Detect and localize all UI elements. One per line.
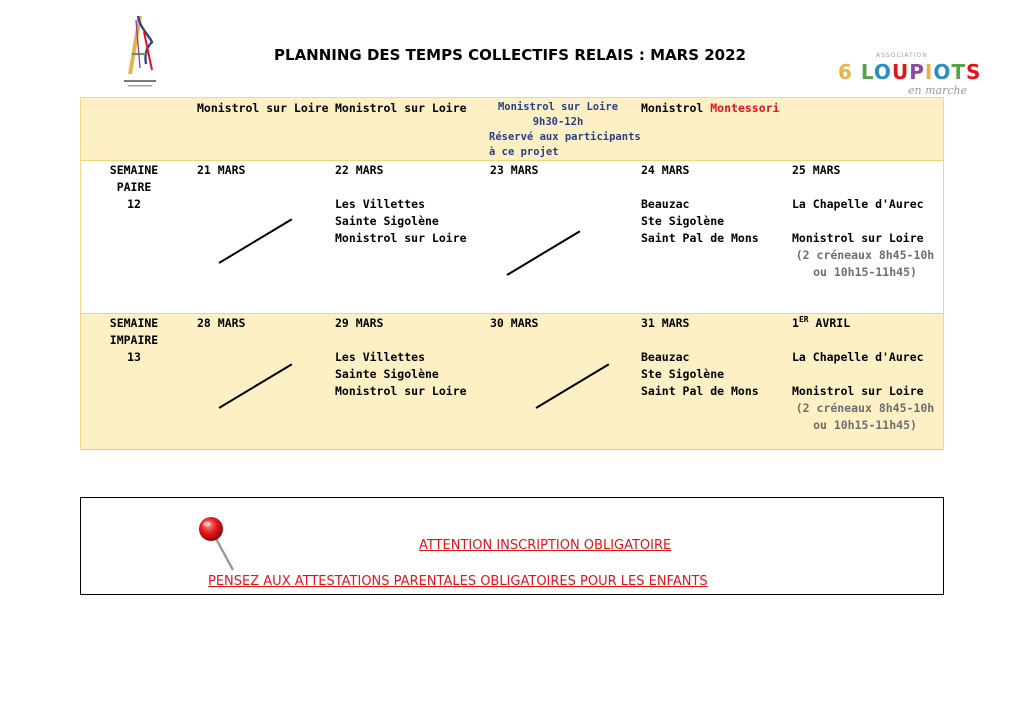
schedule-table [80, 97, 944, 449]
date-22-mars: 22 MARS [335, 163, 384, 177]
logo-name: 6 LOUPIOTS [838, 60, 982, 84]
place-item: Ste Sigolène [641, 214, 725, 228]
places-31-mars [641, 349, 759, 400]
col-header-3-line2: 9h30-12h [532, 116, 584, 128]
date-ordinal: ER [798, 315, 809, 325]
loupiots-logo [838, 52, 982, 102]
col-header-4 [641, 100, 780, 117]
place-item: Saint Pal de Mons [641, 231, 759, 245]
date-21-mars: 21 MARS [197, 163, 246, 177]
pushpin-icon [197, 515, 257, 575]
note-line: ou 10h15-11h45) [813, 265, 917, 279]
date-1er-avril [792, 315, 850, 332]
week-odd-label-1: SEMAINE [109, 316, 159, 330]
table-border-left [80, 97, 81, 449]
col-header-4-prefix: Monistrol [641, 101, 704, 115]
note-25-mars [792, 247, 938, 281]
col-header-2: Monistrol sur Loire [335, 101, 467, 115]
col-header-3-note [489, 130, 641, 160]
note-line: (2 créneaux 8h45-10h [795, 248, 935, 262]
places-22-mars [335, 196, 467, 247]
week-even-label-1: SEMAINE [109, 163, 159, 177]
place-item: Sainte Sigolène [335, 367, 439, 381]
week-odd-label-3: 13 [127, 350, 141, 364]
date-24-mars: 24 MARS [641, 163, 690, 177]
place-item: Saint Pal de Mons [641, 384, 759, 398]
week-odd-label [94, 315, 174, 366]
date-day: 1 [792, 316, 799, 330]
note-line: ou 10h15-11h45) [813, 418, 917, 432]
date-25-mars: 25 MARS [792, 163, 841, 177]
table-border-right [943, 97, 944, 449]
place-item: Beauzac [641, 197, 690, 211]
logo-assoc-text: ASSOCIATION [876, 52, 928, 59]
date-month: AVRIL [808, 316, 851, 330]
week-even-label [94, 162, 174, 213]
notice-box [80, 497, 944, 595]
place-item: Monistrol sur Loire [335, 231, 467, 245]
col-header-4-highlight: Montessori [710, 101, 780, 115]
relais-logo [118, 8, 162, 92]
logo-sub: en marche [908, 84, 968, 97]
week-odd-label-2: IMPAIRE [109, 333, 159, 347]
col-header-3-line3: Réservé aux participants [489, 131, 641, 143]
date-23-mars: 23 MARS [490, 163, 539, 177]
col-header-3-line1: Monistrol sur Loire [497, 101, 619, 113]
date-31-mars: 31 MARS [641, 316, 690, 330]
col-header-3-line4: à ce projet [489, 146, 559, 158]
col-header-1: Monistrol sur Loire [197, 101, 329, 115]
places-29-mars [335, 349, 467, 400]
place-1er-avril-2: Monistrol sur Loire [792, 384, 924, 398]
place-item: Sainte Sigolène [335, 214, 439, 228]
date-30-mars: 30 MARS [490, 316, 539, 330]
week-even-label-2: PAIRE [116, 180, 152, 194]
note-1er-avril [792, 400, 938, 434]
notice-line-1: ATTENTION INSCRIPTION OBLIGATOIRE [419, 538, 672, 553]
week-even-label-3: 12 [127, 197, 141, 211]
row-divider [80, 160, 944, 161]
place-item: Les Villettes [335, 350, 426, 364]
place-item: Beauzac [641, 350, 690, 364]
place-25-mars-2: Monistrol sur Loire [792, 231, 924, 245]
place-1er-avril-1: La Chapelle d'Aurec [792, 350, 924, 364]
place-item: Ste Sigolène [641, 367, 725, 381]
place-item: Monistrol sur Loire [335, 384, 467, 398]
place-item: Les Villettes [335, 197, 426, 211]
place-25-mars-1: La Chapelle d'Aurec [792, 197, 924, 211]
row-divider [80, 313, 944, 314]
note-line: (2 créneaux 8h45-10h [795, 401, 935, 415]
col-header-3 [478, 100, 638, 130]
page-title: PLANNING DES TEMPS COLLECTIFS RELAIS : MARS 2022 [274, 46, 746, 64]
date-29-mars: 29 MARS [335, 316, 384, 330]
places-24-mars [641, 196, 759, 247]
notice-line-2: PENSEZ AUX ATTESTATIONS PARENTALES OBLIGATOIRES POUR LES ENFANTS [208, 574, 708, 589]
date-28-mars: 28 MARS [197, 316, 246, 330]
